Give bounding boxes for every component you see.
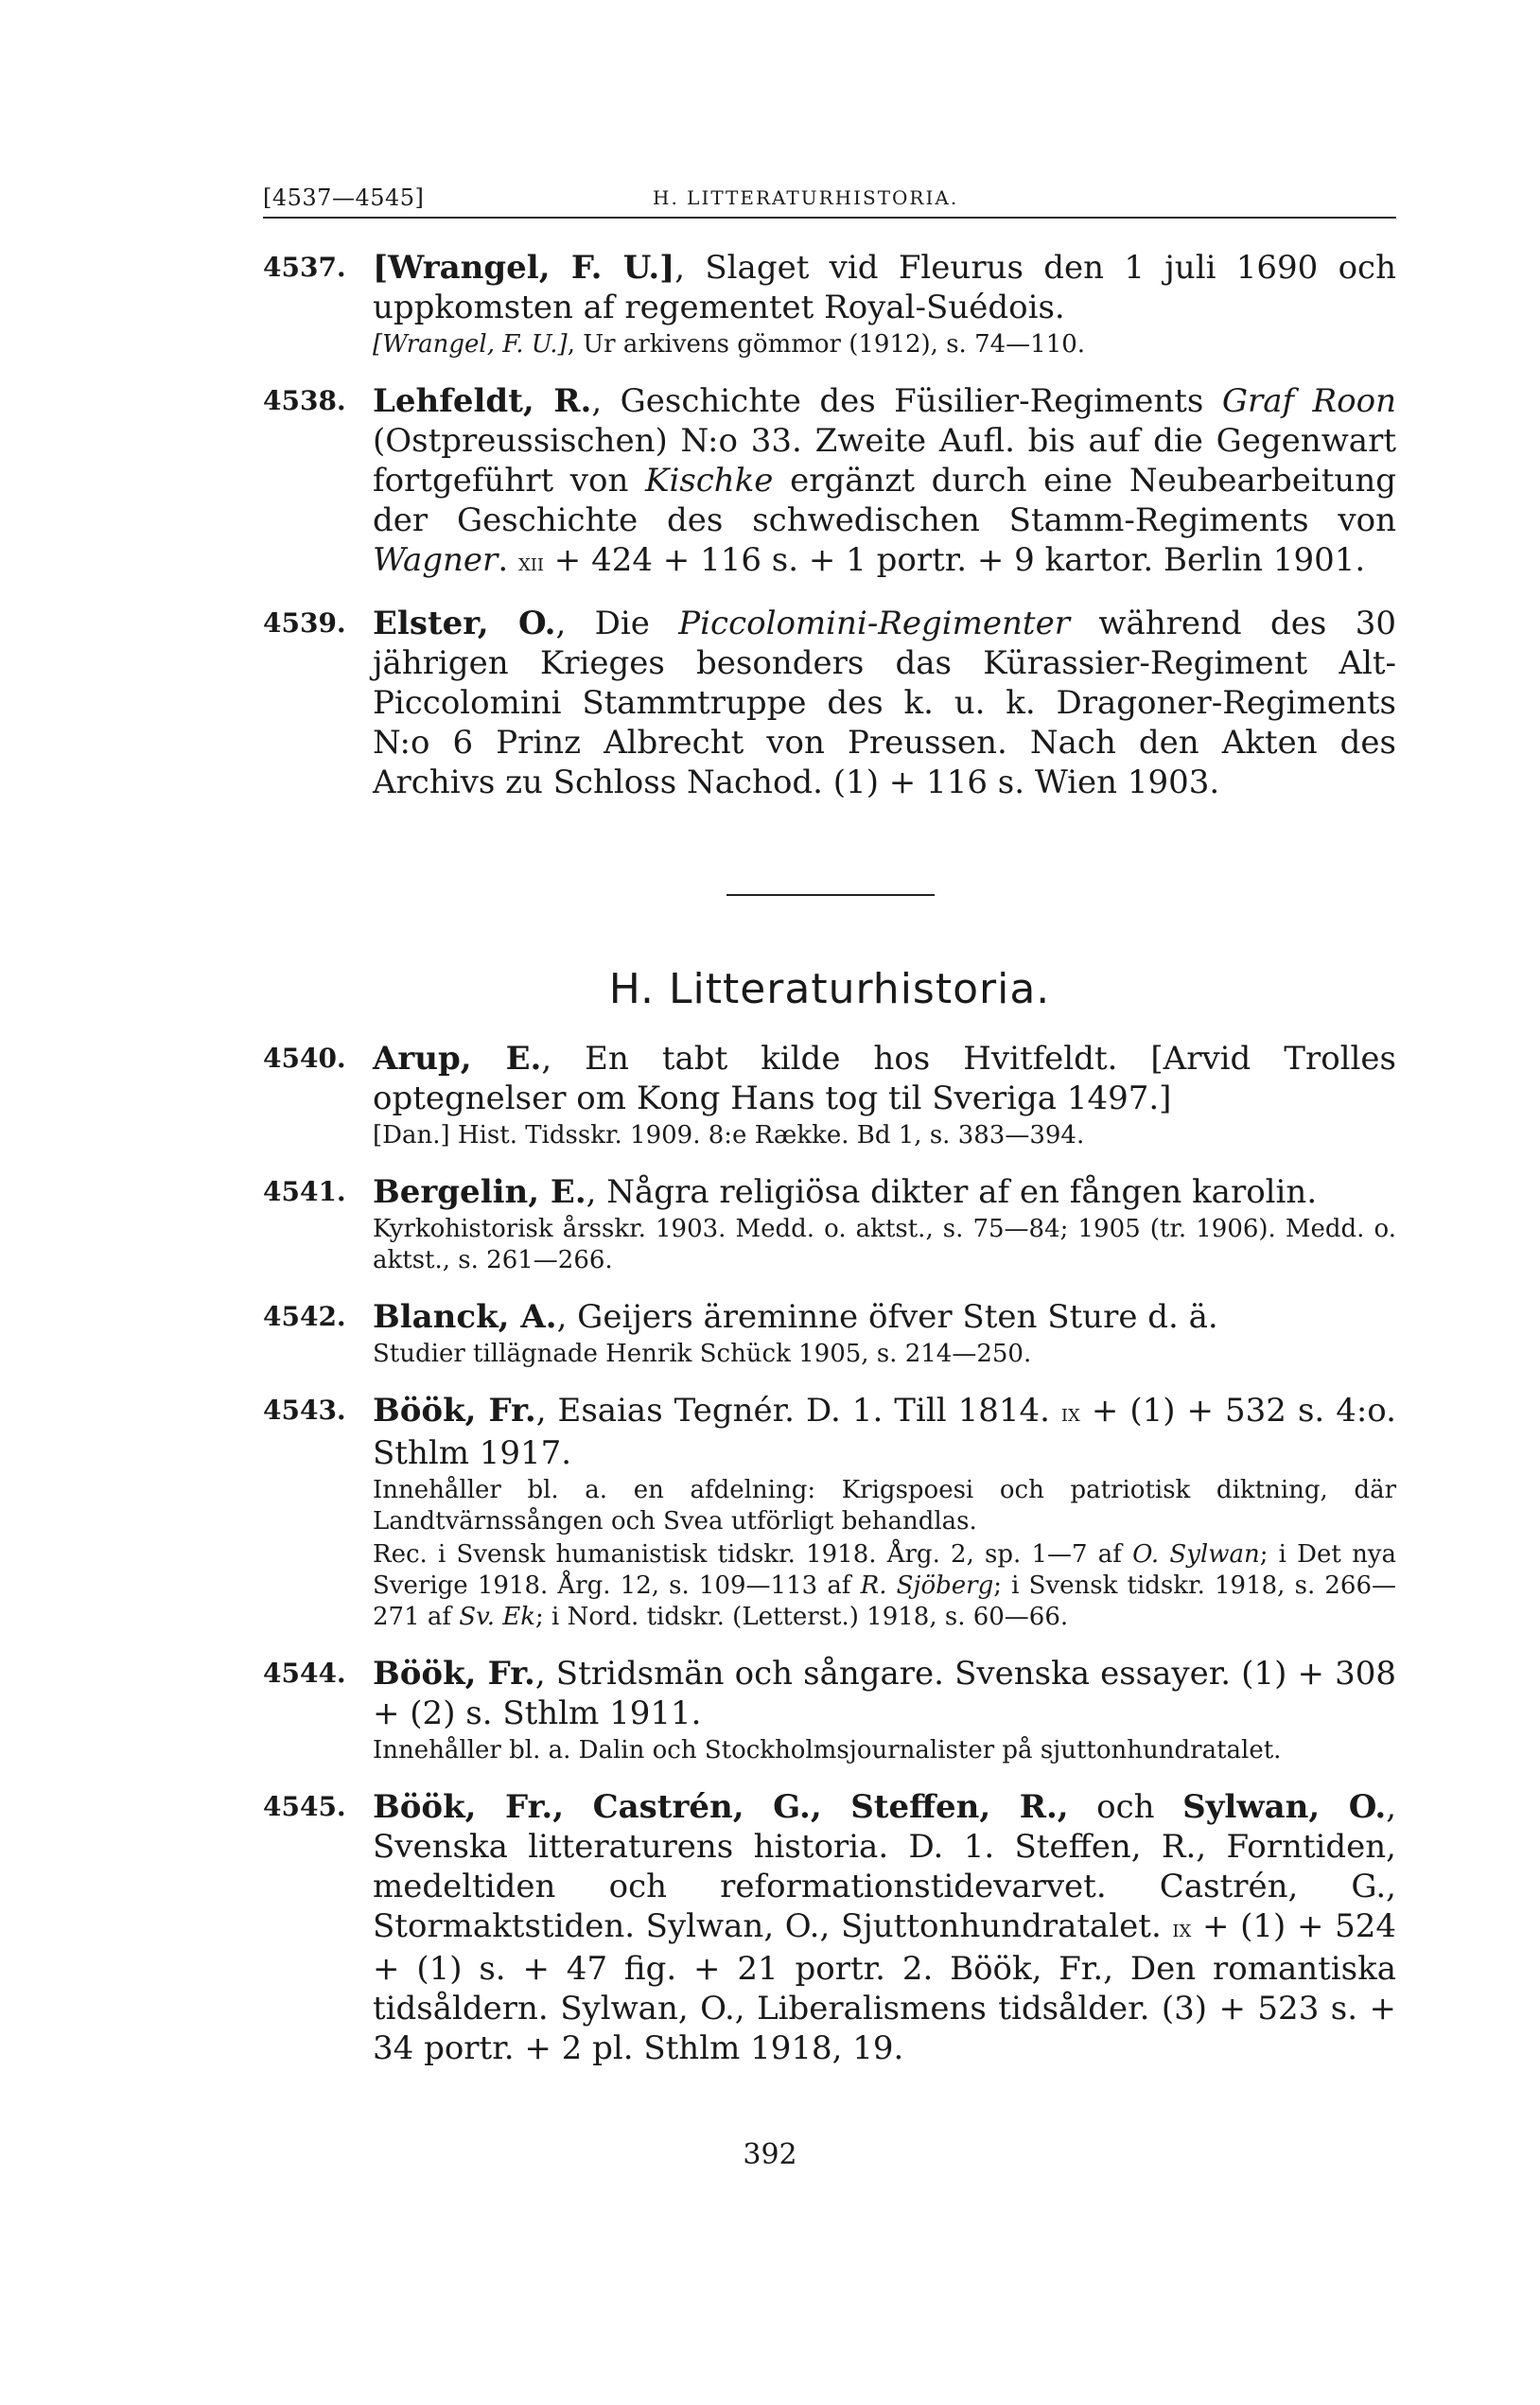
entry-text: , Slaget vid Fleurus den 1 juli 1690 och uppkomsten af regementet Royal-Suédois. (373, 249, 1396, 326)
entry-note: Studier tillägnade Henrik Schück 1905, s. 214—250. (373, 1340, 1032, 1368)
bibliography-entry: 4545. Böök, Fr., Castrén, G., Steffen, R., och Sylwan, O., Svenska litteraturens historia. D. 1. Steffen, R., Forntiden, medeltiden och reformationstidevarvet. Castrén, G., Stormaktstiden. Sylwan, O., Sjuttonhundratalet. ix + (1) + 524 + (1) s. + 47 fig. + 21 portr. 2. Böök, Fr., Den romantiska tidsåldern. Sylwan, O., Liberalismens tidsålder. (3) + 523 s. + 34 portr. + 2 pl. Sthlm 1918, 19. (263, 1788, 1396, 2067)
entry-note: [Dan.] Hist. Tidsskr. 1909. 8:e Række. Bd 1, s. 383—394. (373, 1121, 1085, 1150)
bibliography-entry: 4539. Elster, O., Die Piccolomini-Regimenter während des 30 jährigen Krieges besonders das Kürassier-Regiment Alt-Piccolomini Stammtruppe des k. u. k. Dragoner-Regiments N:o 6 Prinz Albrecht von Preussen. Nach den Akten des Archivs zu Schloss Nachod. (1) + 116 s. Wien 1903. (263, 605, 1396, 801)
entry-author-second: Sylwan, O. (1182, 1788, 1387, 1826)
entry-note: Innehåller bl. a. Dalin och Stockholmsjournalister på sjuttonhundratalet. (373, 1736, 1282, 1764)
bibliography-entry: 4540. Arup, E., En tabt kilde hos Hvitfeldt. [Arvid Trolles optegnelser om Kong Hans tog til Sveriga 1497.] [Dan.] Hist. Tidsskr. 1909. 8:e Række. Bd 1, s. 383—394. (263, 1040, 1397, 1150)
entry-note: Kyrkohistorisk årsskr. 1903. Medd. o. aktst., s. 75—84; 1905 (tr. 1906). Medd. o. aktst., s. 261—266. (373, 1215, 1396, 1274)
section-title: H. Litteraturhistoria. (608, 965, 1051, 1013)
entry-number: 4538. (263, 385, 346, 416)
bibliography-entry: 4538. Lehfeldt, R., Geschichte des Füsilier-Regiments Graf Roon (Ostpreussischen) N:o 33. Zweite Aufl. bis auf die Gegenwart fortgeführt von Kischke ergänzt durch eine Neubearbeitung der Geschichte des schwedischen Stamm-Regiments von Wagner. xii + 424 + 116 s. + 1 portr. + 9 kartor. Berlin 1901. (263, 382, 1396, 579)
entry-note: Innehåller bl. a. en afdelning: Krigspoesi och patriotisk diktning, där Landtvärnssången och Svea utförligt behandlas. (373, 1476, 1396, 1536)
page-number: 392 (743, 2138, 797, 2171)
entry-number: 4543. (263, 1395, 346, 1426)
entry-author: Böök, Fr., Castrén, G., Steffen, R., (373, 1788, 1069, 1826)
entry-author: Böök, Fr. (373, 1392, 536, 1430)
entry-note: [Wrangel, F. U.], Ur arkivens gömmor (1912), s. 74—110. (373, 330, 1086, 359)
entry-author: Böök, Fr. (373, 1655, 535, 1693)
entry-range: [4537—4545] (263, 184, 425, 211)
entry-author: Elster, O. (373, 605, 556, 642)
entry-author: [Wrangel, F. U.] (373, 249, 675, 287)
entry-review-note: Rec. i Svensk humanistisk tidskr. 1918. Årg. 2, sp. 1—7 af O. Sylwan; i Det nya Sverige 1918. Årg. 12, s. 109—113 af R. Sjöberg; i Svensk tidskr. 1918, s. 266—271 af Sv. Ek; i Nord. tidskr. (Letterst.) 1918, s. 60—66. (373, 1540, 1396, 1631)
bibliography-entry: 4544. Böök, Fr., Stridsmän och sångare. Svenska essayer. (1) + 308 + (2) s. Sthlm 1911. Innehåller bl. a. Dalin och Stockholmsjournalister på sjuttonhundratalet. (263, 1655, 1396, 1764)
bibliography-entry: 4543. Böök, Fr., Esaias Tegnér. D. 1. Till 1814. ix + (1) + 532 s. 4:o. Sthlm 1917. Innehåller bl. a. en afdelning: Krigspoesi och patriotisk diktning, där Landtvärnssången och Svea utförligt behandlas. Rec. i Svensk humanistisk tidskr. 1918. Årg. 2, sp. 1—7 af O. Sylwan; i Det nya Sverige 1918. Årg. 12, s. 109—113 af R. Sjöberg; i Svensk tidskr. 1918, s. 266—271 af Sv. Ek; i Nord. tidskr. (Letterst.) 1918, s. 60—66. (263, 1392, 1396, 1631)
section-divider (726, 894, 935, 896)
entries-section-h (263, 1039, 1396, 2089)
bibliography-entry: 4542. Blanck, A., Geijers äreminne öfver Sten Sture d. ä. Studier tillägnade Henrik Schück 1905, s. 214—250. (263, 1297, 1396, 1370)
entry-author: Bergelin, E. (373, 1173, 586, 1211)
entry-number: 4540. (263, 1043, 346, 1074)
entry-number: 4542. (263, 1301, 346, 1332)
entry-number: 4539. (263, 607, 346, 639)
entry-author: Lehfeldt, R. (373, 382, 592, 420)
bibliography-entry (263, 248, 1396, 360)
page-header (263, 184, 1396, 219)
entry-author: Arup, E. (373, 1040, 542, 1078)
entry-number: 4541. (263, 1176, 346, 1207)
bibliography-entry: 4541. Bergelin, E., Några religiösa dikter af en fången karolin. Kyrkohistorisk årsskr. 1903. Medd. o. aktst., s. 75—84; 1905 (tr. 1906). Medd. o. aktst., s. 261—266. (263, 1173, 1396, 1274)
entry-author: Blanck, A. (373, 1298, 557, 1336)
entry-number: 4544. (263, 1658, 346, 1689)
entry-number: 4545. (263, 1791, 346, 1822)
running-title: H. LITTERATURHISTORIA. (653, 186, 959, 209)
entry-number: 4537. (263, 252, 346, 283)
entries-before-section (263, 248, 1396, 823)
